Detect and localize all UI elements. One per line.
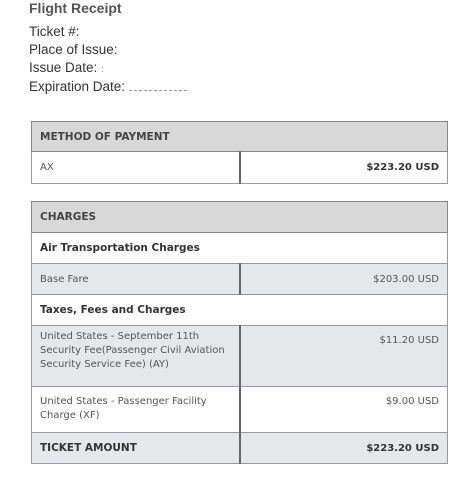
receipt-title: Flight Receipt	[29, 0, 122, 16]
ticket-amount-label: TICKET AMOUNT	[32, 433, 240, 464]
payment-table	[31, 121, 448, 184]
ticket-amount-value: $223.20 USD	[240, 433, 448, 464]
place-of-issue-row	[29, 41, 187, 59]
expiration-date-label: Expiration Date:	[29, 79, 126, 94]
tax-security-fee-label: United States - September 11th Security Fee(Passenger Civil Aviation Security Service Fee) (AY)	[32, 326, 240, 387]
expiration-date-row	[29, 78, 187, 96]
base-fare-label: Base Fare	[32, 264, 240, 295]
payment-header: METHOD OF PAYMENT	[32, 122, 448, 152]
issue-date-value: :	[101, 64, 104, 74]
issue-date-row	[29, 59, 187, 78]
payment-amount: $223.20 USD	[240, 152, 448, 184]
issue-date-label: Issue Date:	[29, 60, 98, 75]
air-transportation-section: Air Transportation Charges	[32, 233, 448, 264]
tax-facility-charge-amount: $9.00 USD	[240, 387, 448, 433]
ticket-number-row	[29, 23, 187, 41]
charges-header: CHARGES	[32, 202, 448, 233]
receipt-meta	[29, 23, 187, 96]
base-fare-amount: $203.00 USD	[240, 264, 448, 295]
expiration-date-redacted	[129, 84, 187, 91]
tax-security-fee-amount: $11.20 USD	[240, 326, 448, 387]
ticket-number-label: Ticket #:	[29, 24, 80, 39]
taxes-section: Taxes, Fees and Charges	[32, 295, 448, 326]
payment-method: AX	[32, 152, 240, 184]
place-of-issue-label: Place of Issue:	[29, 42, 118, 57]
tax-facility-charge-label: United States - Passenger Facility Charge (XF)	[32, 387, 240, 433]
charges-table	[31, 201, 448, 464]
